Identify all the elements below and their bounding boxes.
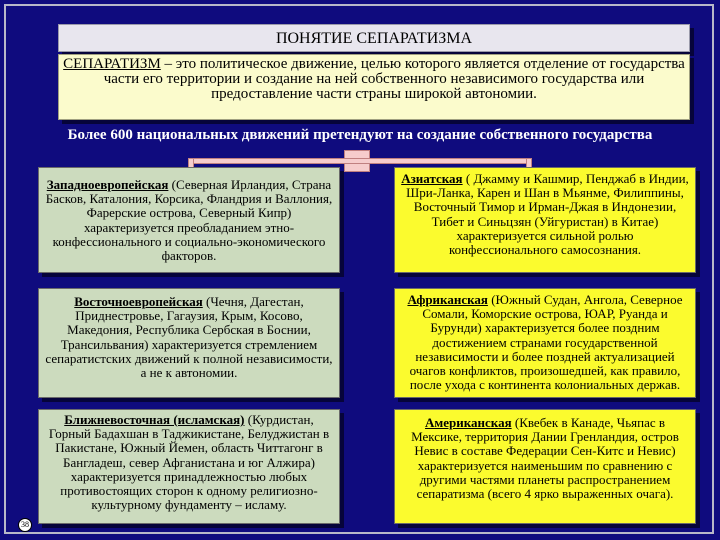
region-description: (Квебек в Канаде, Чьяпас в Мексике, территория Дании Гренландия, остров Невис в составе Федерации Сен-Китс и Невис) характеризуется наименьшим по сравнению с другими частями планеты распространением сепаратизма (всего 4 ярко выраженных очага). — [411, 415, 679, 502]
slide-title: ПОНЯТИЕ СЕПАРАТИЗМА — [58, 24, 690, 52]
region-description: (Чечня, Дагестан, Приднестровье, Гагаузия, Крым, Косово, Македония, Республика Сербская в Боснии, Трансильвания) характеризуется стремлением сепаратистских движений к полной независимости, а не к автономии. — [45, 294, 333, 381]
definition-term: СЕПАРАТИЗМ — [63, 56, 161, 72]
region-box-american — [394, 409, 696, 524]
region-description: (Курдистан, Горный Бадахшан в Таджикистане, Белуджистан в Пакистане, Южный Йемен, область Читтагонг в Бангладеш, север Афганистана и юг Алжира) характеризуется принадлежностью любых противостоящих сторон к одному религиозно-культурному фундаменту – исламу. — [48, 412, 330, 513]
region-term: Западноевропейская — [46, 177, 169, 192]
region-description: ( Джамму и Кашмир, Пенджаб в Индии, Шри-Ланка, Карен и Шан в Мьянме, Филиппины, Восточный Тимор и Ирман-Джая в Индонезии, Тибет и Синьцзян (Уйгуристан) в Китае) характеризуется сильной ролью конфессионального самосознания. — [406, 171, 689, 258]
region-box-middle-east — [38, 409, 340, 524]
region-term: Ближневосточная (исламская) — [64, 412, 245, 427]
region-description: (Южный Судан, Ангола, Северное Сомали, Коморские острова, ЮАР, Руанда и Бурунди) характеризуется более поздним достижением странами государственной независимости и более поздней актуализацией очагов конфликтов, произошедшей, как правило, после ухода с континента колониальных держав. — [409, 292, 683, 393]
slide-subtitle: Более 600 национальных движений претендуют на создание собственного государства — [67, 127, 653, 143]
region-box-asian — [394, 167, 696, 273]
region-term: Восточноевропейская — [74, 294, 203, 309]
region-term: Африканская — [407, 292, 488, 307]
region-box-eastern-europe — [38, 288, 340, 398]
definition-box — [58, 54, 690, 120]
region-description: (Северная Ирландия, Страна Басков, Каталония, Корсика, Фландрия и Валлония, Фарерские острова, Северный Кипр) характеризуется преобладанием этно-конфессионального и социально-экономического факторов. — [45, 177, 333, 264]
page-number: 38 — [18, 518, 32, 532]
definition-text: – это политическое движение, целью которого является отделение от государства части его территории и создание на ней собственного независимого государства или предоставление части страны широкой автономии. — [103, 56, 685, 102]
region-term: Американская — [425, 415, 512, 430]
region-term: Азиатская — [401, 171, 463, 186]
region-box-african — [394, 288, 696, 398]
region-box-western-europe — [38, 167, 340, 273]
connector-bar — [188, 158, 532, 164]
